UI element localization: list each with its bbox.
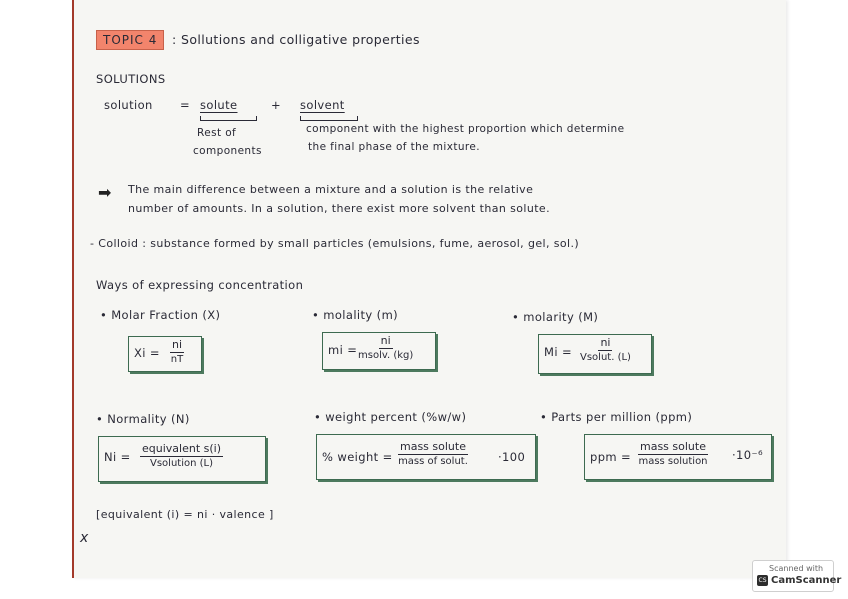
definition-solvent: solvent [300, 98, 345, 112]
weight-percent-den: mass of solut. [398, 456, 468, 467]
molarity-num: ni [600, 336, 611, 349]
molarity-lhs: Mi = [544, 345, 573, 359]
solute-note-2: components [193, 145, 262, 157]
solute-note-1: Rest of [197, 127, 237, 139]
ppm-fraction [638, 440, 708, 467]
weight-percent-num: mass solute [400, 440, 466, 453]
molality-fraction [358, 334, 413, 361]
normality-num: equivalent s(i) [142, 442, 222, 455]
molar-fraction-lhs: Xi = [134, 346, 160, 360]
ppm-tail: ·10⁻⁶ [732, 448, 763, 462]
definition-eq: = [180, 98, 191, 112]
definition-lhs: solution [104, 98, 153, 112]
ppm-den: mass solution [638, 456, 708, 467]
corner-mark: x [80, 530, 89, 546]
molality-num: ni [380, 334, 391, 347]
topic-tag: TOPIC 4 [96, 30, 164, 50]
ppm-num: mass solute [640, 440, 706, 453]
molarity-label: • molarity (M) [512, 310, 599, 324]
molar-fraction-fraction [170, 338, 184, 365]
normality-fraction [140, 442, 223, 469]
molar-fraction-label: • Molar Fraction (X) [100, 308, 221, 322]
solvent-note-1: component with the highest proportion which determine [306, 123, 625, 135]
definition-solute: solute [200, 98, 238, 112]
molarity-fraction [580, 336, 631, 363]
colloid-definition: - Colloid : substance formed by small particles (emulsions, fume, aerosol, gel, sol.) [90, 237, 580, 250]
molality-lhs: mi = [328, 343, 358, 357]
solvent-note-2: the final phase of the mixture. [308, 141, 480, 153]
note-line-1: The main difference between a mixture and a solution is the relative [128, 183, 534, 196]
molar-fraction-den: nT [170, 354, 184, 365]
equivalent-formula: [equivalent (i) = ni · valence ] [96, 508, 274, 521]
page-title: : Sollutions and colligative properties [172, 32, 420, 47]
ways-heading: Ways of expressing concentration [96, 278, 304, 292]
normality-den: Vsolution (L) [150, 458, 213, 469]
molarity-den: Vsolut. (L) [580, 352, 631, 363]
ppm-label: • Parts per million (ppm) [540, 410, 693, 424]
solute-bracket [200, 116, 257, 121]
solvent-bracket [300, 116, 358, 121]
weight-percent-lhs: % weight = [322, 450, 393, 464]
camscanner-watermark [752, 560, 842, 592]
camscanner-logo-icon: CS [758, 577, 767, 584]
molar-fraction-num: ni [172, 338, 183, 351]
normality-lhs: Ni = [104, 450, 131, 464]
ppm-lhs: ppm = [590, 450, 632, 464]
weight-percent-tail: ·100 [498, 450, 526, 464]
watermark-line-2: CamScanner [771, 575, 842, 586]
arrow-right-icon: ➡ [98, 183, 112, 202]
definition-plus: + [271, 98, 282, 112]
section-heading: SOLUTIONS [96, 72, 166, 86]
molality-den: msolv. (kg) [358, 350, 414, 361]
molality-label: • molality (m) [312, 308, 399, 322]
watermark-line-1: Scanned with [769, 564, 824, 573]
weight-percent-label: • weight percent (%w/w) [314, 410, 467, 424]
weight-percent-fraction [398, 440, 468, 467]
note-line-2: number of amounts. In a solution, there exist more solvent than solute. [128, 202, 550, 215]
normality-label: • Normality (N) [96, 412, 190, 426]
